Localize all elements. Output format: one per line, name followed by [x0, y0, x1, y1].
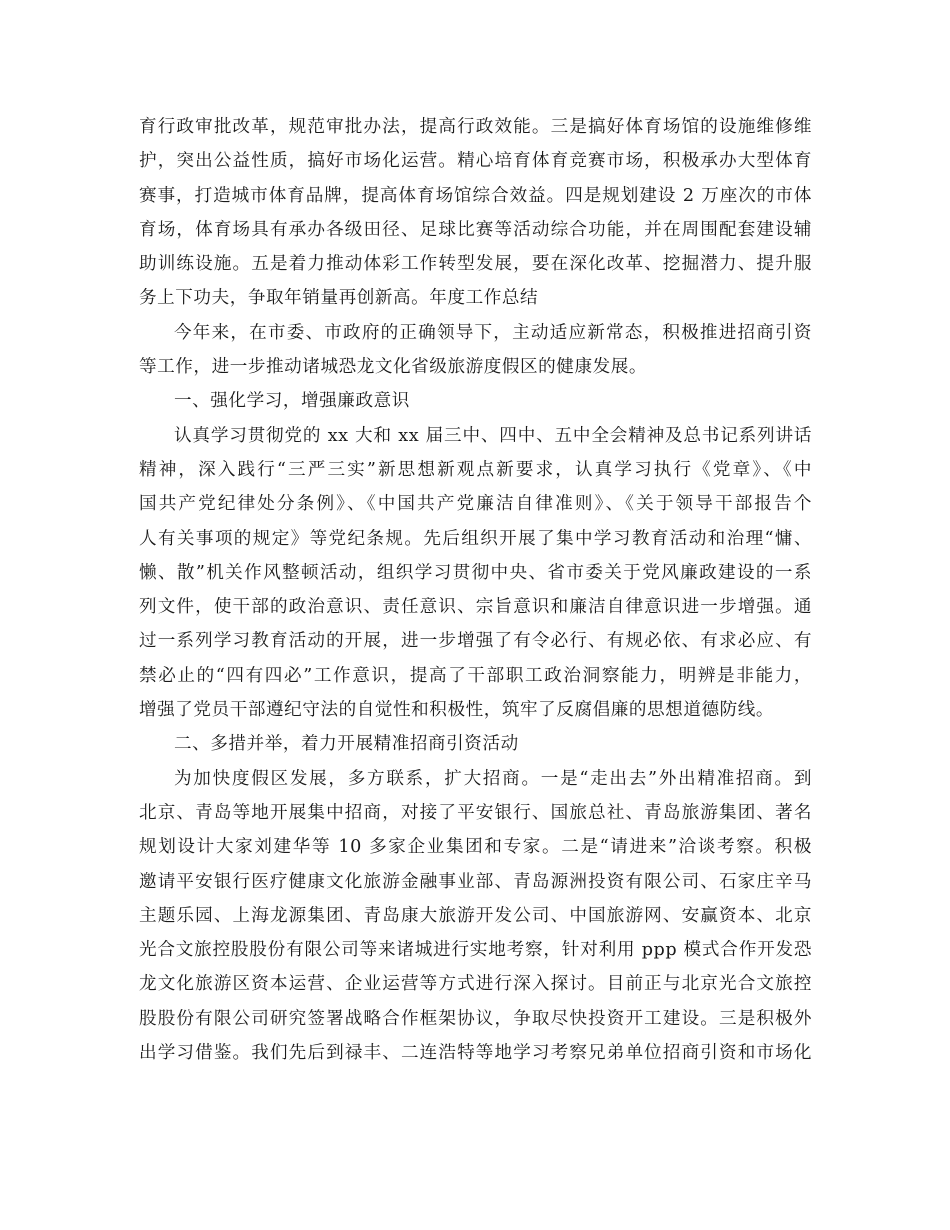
- paragraph-line: 认真学习贯彻党的 xx 大和 xx 届三中、四中、五中全会精神及总书记系列讲话: [174, 425, 812, 446]
- text-line: 国共产党纪律处分条例》、《中国共产党廉洁自律准则》、《关于领导干部报告个: [139, 494, 812, 515]
- text-line: 股股份有限公司研究签署战略合作框架协议，争取尽快投资开工建设。三是积极外: [139, 1008, 812, 1029]
- text-line: 增强了党员干部遵纪守法的自觉性和积极性，筑牢了反腐倡廉的思想道德防线。: [139, 700, 775, 721]
- text-line: 北京、青岛等地开展集中招商，对接了平安银行、国旅总社、青岛旅游集团、著名: [139, 802, 812, 823]
- text-line: 主题乐园、上海龙源集团、青岛康大旅游开发公司、中国旅游网、安赢资本、北京: [139, 905, 812, 926]
- text-line: 精神，深入践行“三严三实”新思想新观点新要求，认真学习执行《党章》、《中: [139, 459, 812, 480]
- document-body: [139, 110, 812, 1070]
- text-line: 邀请平安银行医疗健康文化旅游金融事业部、青岛源洲投资有限公司、石家庄辛马: [139, 871, 812, 892]
- section-heading: 二、多措并举，着力开展精准招商引资活动: [174, 734, 519, 755]
- text-line: 助训练设施。五是着力推动体彩工作转型发展，要在深化改革、挖掘潜力、提升服: [139, 254, 812, 275]
- text-line: 育场，体育场具有承办各级田径、足球比赛等活动综合功能，并在周围配套建设辅: [139, 219, 812, 240]
- paragraph-line: 为加快度假区发展，多方联系，扩大招商。一是“走出去”外出精准招商。到: [174, 768, 812, 789]
- text-line: 育行政审批改革，规范审批办法，提高行政效能。三是搞好体育场馆的设施维修维: [139, 117, 812, 137]
- text-line: 赛事，打造城市体育品牌，提高体育场馆综合效益。四是规划建设 2 万座次的市体: [139, 185, 812, 206]
- paragraph-line: 今年来，在市委、市政府的正确领导下，主动适应新常态，积极推进招商引资: [174, 322, 812, 343]
- text-line: 懒、散”机关作风整顿活动，组织学习贯彻中央、省市委关于党风廉政建设的一系: [139, 562, 812, 583]
- text-line: 龙文化旅游区资本运营、企业运营等方式进行深入探讨。目前正与北京光合文旅控: [139, 974, 812, 995]
- text-line: 人有关事项的规定》等党纪条规。先后组织开展了集中学习教育活动和治理“慵、: [139, 528, 812, 549]
- text-line: 过一系列学习教育活动的开展，进一步增强了有令必行、有规必依、有求必应、有: [139, 631, 812, 652]
- text-line: 务上下功夫，争取年销量再创新高。年度工作总结: [139, 288, 539, 309]
- text-line: 护，突出公益性质，搞好市场化运营。精心培育体育竞赛市场，积极承办大型体育: [139, 151, 812, 172]
- text-line: 光合文旅控股股份有限公司等来诸城进行实地考察，针对利用 ppp 模式合作开发恐: [139, 940, 812, 961]
- text-line: 等工作，进一步推动诸城恐龙文化省级旅游度假区的健康发展。: [139, 357, 648, 378]
- section-heading: 一、强化学习，增强廉政意识: [174, 391, 410, 412]
- text-line: 规划设计大家刘建华等 10 多家企业集团和专家。二是“请进来”洽谈考察。积极: [139, 837, 812, 858]
- text-line: 列文件，使干部的政治意识、责任意识、宗旨意识和廉洁自律意识进一步增强。通: [139, 597, 812, 618]
- text-line: 出学习借鉴。我们先后到禄丰、二连浩特等地学习考察兄弟单位招商引资和市场化: [139, 1043, 812, 1064]
- text-line: 禁必止的“四有四必”工作意识，提高了干部职工政治洞察能力，明辨是非能力，: [139, 665, 812, 686]
